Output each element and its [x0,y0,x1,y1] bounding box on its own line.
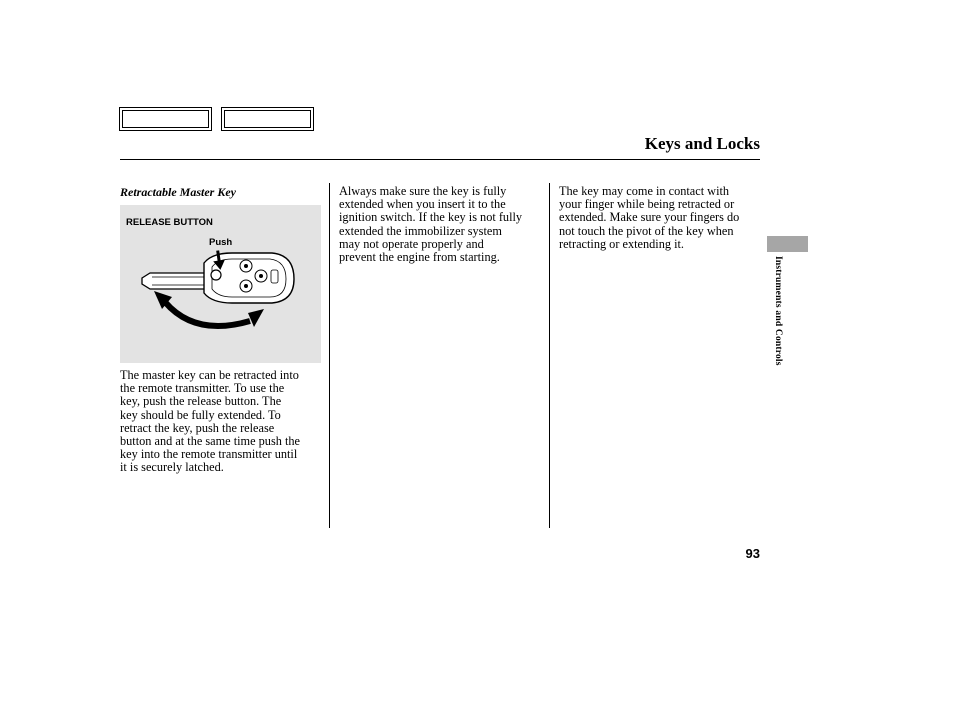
text-line: retract the key, push the release [120,420,275,435]
text-line: it is securely latched. [120,460,224,475]
text-line: may not operate properly and [339,236,484,251]
paragraph-col2 [339,185,522,264]
paragraph-col3 [559,185,739,251]
page-number: 93 [745,546,760,561]
text-line: key into the remote transmitter until [120,447,298,462]
text-line: Always make sure the key is fully [339,184,507,198]
text-line: button and at the same time push the [120,434,300,449]
header-divider [120,159,760,160]
text-line: The key may come in contact with [559,184,730,198]
text-line: ignition switch. If the key is not fully [339,210,523,225]
text-line: The master key can be retracted into [120,368,299,382]
text-line: key, push the release button. The [120,394,282,409]
paragraph-col1 [120,369,300,475]
key-illustration [120,205,321,363]
text-line: extended the immobilizer system [339,223,502,238]
nav-box-1[interactable] [119,107,212,131]
text-line: the remote transmitter. To use the [120,381,285,396]
column-divider-1 [329,183,330,528]
column-divider-2 [549,183,550,528]
text-line: prevent the engine from starting. [339,250,500,265]
push-label: Push [209,237,233,248]
subheading: Retractable Master Key [120,185,236,199]
text-line: extended when you insert it to the [339,197,506,212]
text-line: not touch the pivot of the key when [559,223,734,238]
section-tab-label: Instruments and Controls [773,256,783,366]
release-button-label: RELEASE BUTTON [126,217,213,228]
text-line: retracting or extending it. [559,236,684,251]
key-drawing [120,205,321,363]
text-line: your finger while being retracted or [559,197,735,212]
text-line: extended. Make sure your fingers do [559,210,740,225]
nav-box-2[interactable] [221,107,314,131]
page-title: Keys and Locks [644,134,760,153]
text-line: key should be fully extended. To [120,407,281,422]
section-tab[interactable] [767,236,808,252]
